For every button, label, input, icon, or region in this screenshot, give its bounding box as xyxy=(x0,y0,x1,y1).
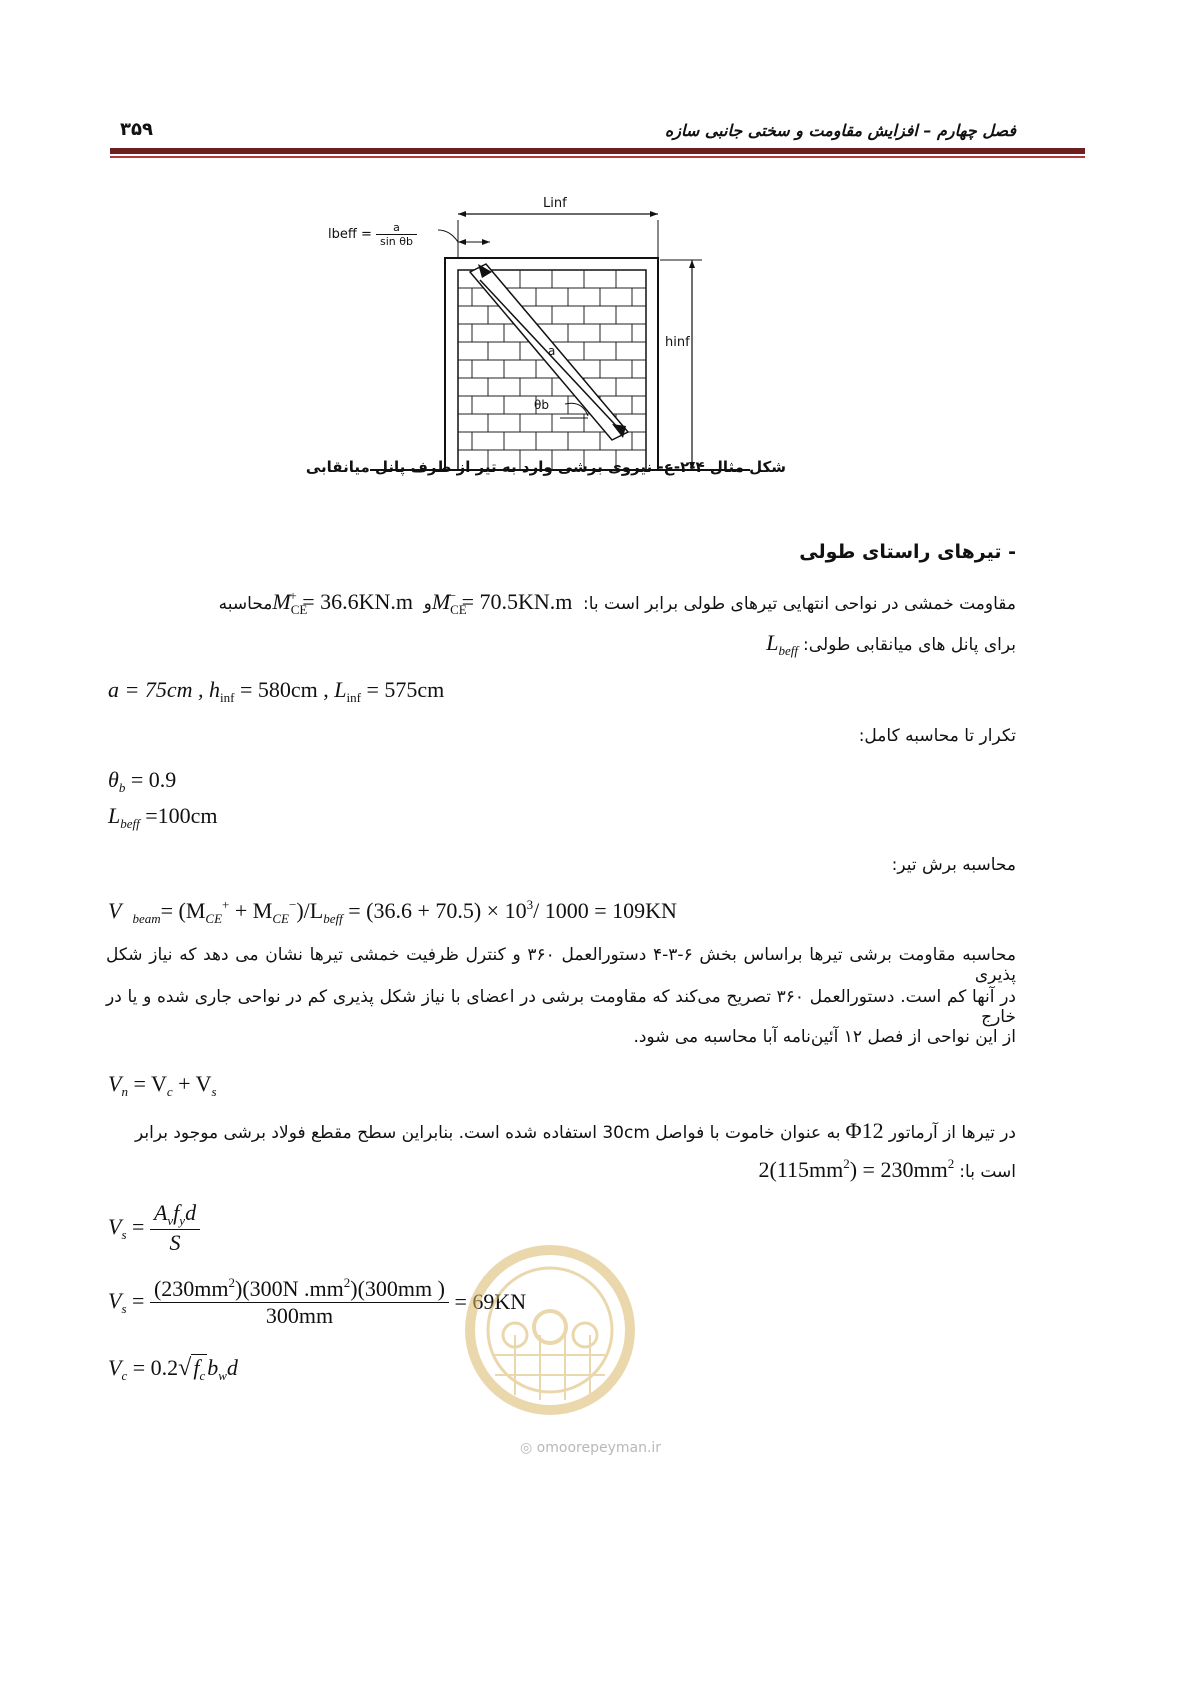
header-page-number: ۳۵۹ xyxy=(120,119,153,140)
para2-line2: در آنها کم است. دستورالعمل ۳۶۰ تصریح می‌کند که مقاومت برشی در اعضای با نیاز شکل پذیری کم در نواحی جاری شده و یا در خارج xyxy=(106,987,1016,1027)
para3-line2 xyxy=(759,1156,1017,1183)
eq-vc: $V_c = 0.2√f_cb_wd$ xyxy=(108,1355,238,1383)
para3-area: $2(115mm^2) = 230mm^2$ xyxy=(758,1156,955,1182)
eq-vbeam: V $_{beam}= (M_{CE}^+ + M_{CE}^-)/L_{beff} = (36.6 + 70.5) \times 10^3/$ 1000 = 109KN xyxy=(108,897,677,926)
figure-lbeff-num: a xyxy=(376,221,417,235)
watermark-logo xyxy=(455,1235,645,1435)
figure-caption: شکل مثال ۴-۲-ع- نیروی برشی وارد به تیر از طرف پانل میانقابی xyxy=(305,458,786,476)
para3-text-c: است با: xyxy=(959,1162,1016,1182)
section-heading: - تیرهای راستای طولی xyxy=(799,541,1016,563)
para1-and: و xyxy=(423,594,432,614)
para1-line1 xyxy=(111,588,1016,618)
para2-line3: از این نواحی از فصل ۱۲ آئین‌نامه آبا محاسبه می شود. xyxy=(633,1027,1016,1047)
shear-label: محاسبه برش تیر: xyxy=(891,855,1016,875)
para1-text-a: مقاومت خمشی در نواحی انتهایی تیرهای طولی برابر است با: xyxy=(583,594,1016,614)
figure-label-theta: θb xyxy=(534,398,549,412)
para1-text-b: محاسبه xyxy=(218,594,273,614)
header-chapter-title: فصل چهارم – افزایش مقاومت و سختی جانبی سازه xyxy=(664,121,1016,140)
para1-m-minus: $M_{CE}^- = 70.5KN.m$ xyxy=(431,588,573,617)
eq-vs1-fraction: $\frac{A_vf_yd}{S}$ xyxy=(150,1200,200,1256)
para1-m-plus: $M_{CE}^+ = 36.6KN.m$ xyxy=(272,588,413,617)
eq-lbeff: $L_{beff} =100cm$ xyxy=(108,803,218,831)
para1-lbeff: $L_{beff}$ xyxy=(766,630,798,658)
eq-vn: $V_n = V_c + V_s$ xyxy=(108,1071,217,1099)
figure-label-linf: Linf xyxy=(543,196,567,211)
eq-param-l: $L_{inf} = 575cm$ xyxy=(334,677,445,705)
figure-lbeff-fraction xyxy=(376,221,417,248)
para3-text-b: به عنوان خاموت با فواصل 30cm استفاده شده است. بنابراین سطح مقطع فولاد برشی موجود برابر xyxy=(135,1123,841,1143)
para3-text-a: در تیرها از آرماتور xyxy=(888,1123,1016,1143)
eq-vs2-fraction: $\frac{(230mm^2)(300N .mm^2)(300mm )}{300mm}$ xyxy=(150,1275,449,1329)
para3-phi: Φ12 xyxy=(845,1118,884,1143)
eq-vs1: $V_s$ = $\frac{A_vf_yd}{S}$ xyxy=(108,1200,200,1256)
eq-theta: $\theta_b = 0.9$ xyxy=(108,767,177,795)
eq-param-h: $h_{inf} = 580cm$ , xyxy=(209,677,329,705)
watermark-url: ◎ omoorepeyman.ir xyxy=(520,1440,662,1456)
eq-params xyxy=(108,677,444,706)
figure-lbeff-lhs: lbeff = xyxy=(328,227,372,242)
para2-line1: محاسبه مقاومت برشی تیرها براساس بخش ۶-۳-۴ دستورالعمل ۳۶۰ و کنترل ظرفیت خمشی تیرها نشان می دهد که نیاز شکل پذیری xyxy=(106,945,1016,985)
eq-param-a: a = 75cm , xyxy=(108,677,204,702)
iteration-label: تکرار تا محاسبه کامل: xyxy=(858,726,1016,746)
eq-vs2: $V_s$ = $\frac{(230mm^2)(300N .mm^2)(300mm )}{300mm}$ = 69KN xyxy=(108,1275,527,1328)
para1-line2 xyxy=(766,630,1016,659)
figure-label-a: a xyxy=(548,344,556,358)
figure-lbeff-den: sin θb xyxy=(379,235,413,248)
header-rule-thin xyxy=(110,156,1085,158)
para1-line2-text: برای پانل های میانقابی طولی: xyxy=(803,635,1016,655)
para3-line1 xyxy=(106,1118,1016,1144)
figure-lbeff-formula xyxy=(328,221,417,248)
figure-label-hinf: hinf xyxy=(665,335,690,350)
header-rule-thick xyxy=(110,148,1085,154)
